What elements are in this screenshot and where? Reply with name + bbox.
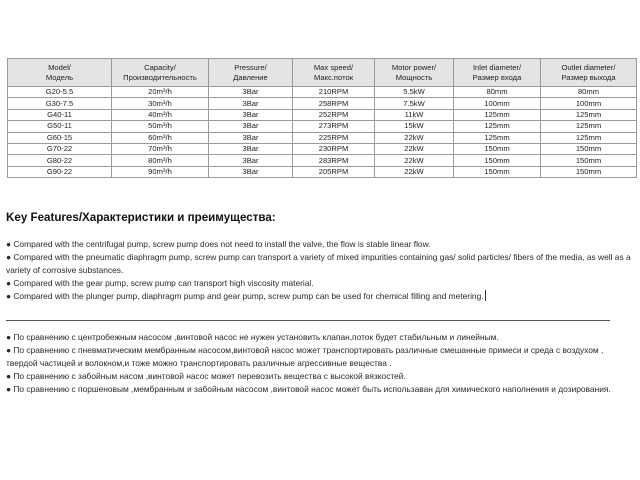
cell-motor-power: 22kW — [375, 143, 454, 154]
table-row — [8, 98, 637, 109]
col-header-model — [8, 59, 112, 87]
cell-inlet-diameter: 125mm — [454, 132, 541, 143]
cell-pressure: 3Bar — [209, 109, 293, 120]
cell-model: G50-11 — [8, 121, 112, 132]
cell-max-speed: 230RPM — [293, 143, 375, 154]
col-header-en: Max speed/ — [313, 62, 354, 72]
cell-model: G60-15 — [8, 132, 112, 143]
col-header-en: Model/ — [48, 62, 71, 72]
col-header-ru: Давление — [233, 72, 268, 82]
cell-outlet-diameter: 125mm — [541, 132, 637, 143]
cell-inlet-diameter: 100mm — [454, 98, 541, 109]
col-header-motor-power — [375, 59, 454, 87]
cell-motor-power: 7.5kW — [375, 98, 454, 109]
col-header-ru: Мощность — [395, 72, 433, 82]
col-header-en: Motor power/ — [391, 62, 437, 72]
feature-item-ru: ● По сравнению с центробежным насосом ,винтовой насос не нужен установить клапан,поток будет стабильным и линейным. — [6, 332, 499, 342]
cell-outlet-diameter: 100mm — [541, 98, 637, 109]
cell-inlet-diameter: 80mm — [454, 87, 541, 98]
col-header-en: Capacity/ — [144, 62, 176, 72]
key-features-heading: Key Features/Характеристики и преимущества: — [6, 211, 276, 224]
cell-capacity: 40m³/h — [112, 109, 209, 120]
feature-item-en: ● Compared with the gear pump, screw pump can transport high viscosity material. — [6, 277, 314, 288]
features-list-english — [6, 238, 636, 303]
cell-inlet-diameter: 150mm — [454, 143, 541, 154]
section-divider — [6, 320, 610, 321]
cell-motor-power: 15kW — [375, 121, 454, 132]
col-header-ru: Производительность — [123, 72, 197, 82]
cell-pressure: 3Bar — [209, 166, 293, 177]
cell-pressure: 3Bar — [209, 132, 293, 143]
col-header-ru: Макс.поток — [313, 72, 354, 82]
table-row — [8, 87, 637, 98]
cell-max-speed: 225RPM — [293, 132, 375, 143]
table-row — [8, 143, 637, 154]
cell-inlet-diameter: 125mm — [454, 121, 541, 132]
cell-model: G90-22 — [8, 166, 112, 177]
cell-pressure: 3Bar — [209, 98, 293, 109]
table-row — [8, 132, 637, 143]
col-header-max-speed — [293, 59, 375, 87]
cell-motor-power: 5.5kW — [375, 87, 454, 98]
text-cursor — [485, 290, 486, 301]
col-header-capacity — [112, 59, 209, 87]
cell-capacity: 50m³/h — [112, 121, 209, 132]
feature-item-en-text: ● Compared with the plunger pump, diaphragm pump and gear pump, screw pump can be used for chemical filling and metering. — [6, 290, 484, 301]
cell-inlet-diameter: 125mm — [454, 109, 541, 120]
table-row — [8, 166, 637, 177]
cell-capacity: 70m³/h — [112, 143, 209, 154]
feature-item-ru: ● По сравнению с поршеновым ,мембранным и забойным насосом ,винтовой насос может быть использаван для химического наполнения и дозирования. — [6, 383, 611, 394]
feature-item-ru: ● По сравнению с пневматическим мембранным насосом,винтовой насос может транспортировать различные смешанные примеси и среда с воздухом , твердой частицей и волокном,и тоже можно транспортировать различные агрессивные вещества . — [6, 344, 604, 368]
col-header-en: Inlet diameter/ — [472, 62, 522, 72]
col-header-pressure — [209, 59, 293, 87]
cell-max-speed: 210RPM — [293, 87, 375, 98]
cell-max-speed: 258RPM — [293, 98, 375, 109]
features-list-russian — [6, 331, 636, 396]
cell-outlet-diameter: 80mm — [541, 87, 637, 98]
cell-model: G40-11 — [8, 109, 112, 120]
cell-inlet-diameter: 150mm — [454, 166, 541, 177]
cell-capacity: 20m³/h — [112, 87, 209, 98]
feature-item-ru: ● По сравнению с забойным насом ,винтовой насос может перевозить вещества с высокой вязкостей. — [6, 370, 406, 381]
cell-max-speed: 273RPM — [293, 121, 375, 132]
cell-motor-power: 22kW — [375, 155, 454, 166]
col-header-ru: Модель — [45, 72, 74, 82]
cell-model: G80-22 — [8, 155, 112, 166]
cell-pressure: 3Bar — [209, 155, 293, 166]
cell-outlet-diameter: 125mm — [541, 109, 637, 120]
cell-motor-power: 22kW — [375, 132, 454, 143]
spec-table — [7, 58, 637, 178]
feature-item-en: ● Compared with the pneumatic diaphragm pump, screw pump can transport a variety of mixed impurities containing gas/ solid particles/ fibers of the media, as well as a variety of corrosive substances. — [6, 251, 631, 275]
table-row — [8, 109, 637, 120]
table-header-row — [8, 59, 637, 87]
cell-outlet-diameter: 150mm — [541, 143, 637, 154]
cell-outlet-diameter: 150mm — [541, 155, 637, 166]
cell-model: G70-22 — [8, 143, 112, 154]
col-header-ru: Размер выхода — [561, 72, 616, 82]
table-row — [8, 155, 637, 166]
cell-motor-power: 11kW — [375, 109, 454, 120]
cell-motor-power: 22kW — [375, 166, 454, 177]
cell-model: G30-7.5 — [8, 98, 112, 109]
col-header-outlet-diameter — [541, 59, 637, 87]
cell-capacity: 80m³/h — [112, 155, 209, 166]
cell-pressure: 3Bar — [209, 143, 293, 154]
col-header-ru: Размер входа — [472, 72, 522, 82]
table-row — [8, 121, 637, 132]
cell-capacity: 60m³/h — [112, 132, 209, 143]
col-header-inlet-diameter — [454, 59, 541, 87]
cell-max-speed: 205RPM — [293, 166, 375, 177]
cell-pressure: 3Bar — [209, 121, 293, 132]
cell-model: G20-5.5 — [8, 87, 112, 98]
cell-max-speed: 283RPM — [293, 155, 375, 166]
feature-item-en: ● Compared with the centrifugal pump, screw pump does not need to install the valve, the flow is stable linear flow. — [6, 239, 431, 249]
cell-outlet-diameter: 125mm — [541, 121, 637, 132]
cell-capacity: 30m³/h — [112, 98, 209, 109]
cell-outlet-diameter: 150mm — [541, 166, 637, 177]
col-header-en: Outlet diameter/ — [561, 62, 616, 72]
cell-pressure: 3Bar — [209, 87, 293, 98]
cell-max-speed: 252RPM — [293, 109, 375, 120]
cell-inlet-diameter: 150mm — [454, 155, 541, 166]
feature-item-en — [6, 290, 636, 303]
cell-capacity: 90m³/h — [112, 166, 209, 177]
col-header-en: Pressure/ — [234, 62, 267, 72]
